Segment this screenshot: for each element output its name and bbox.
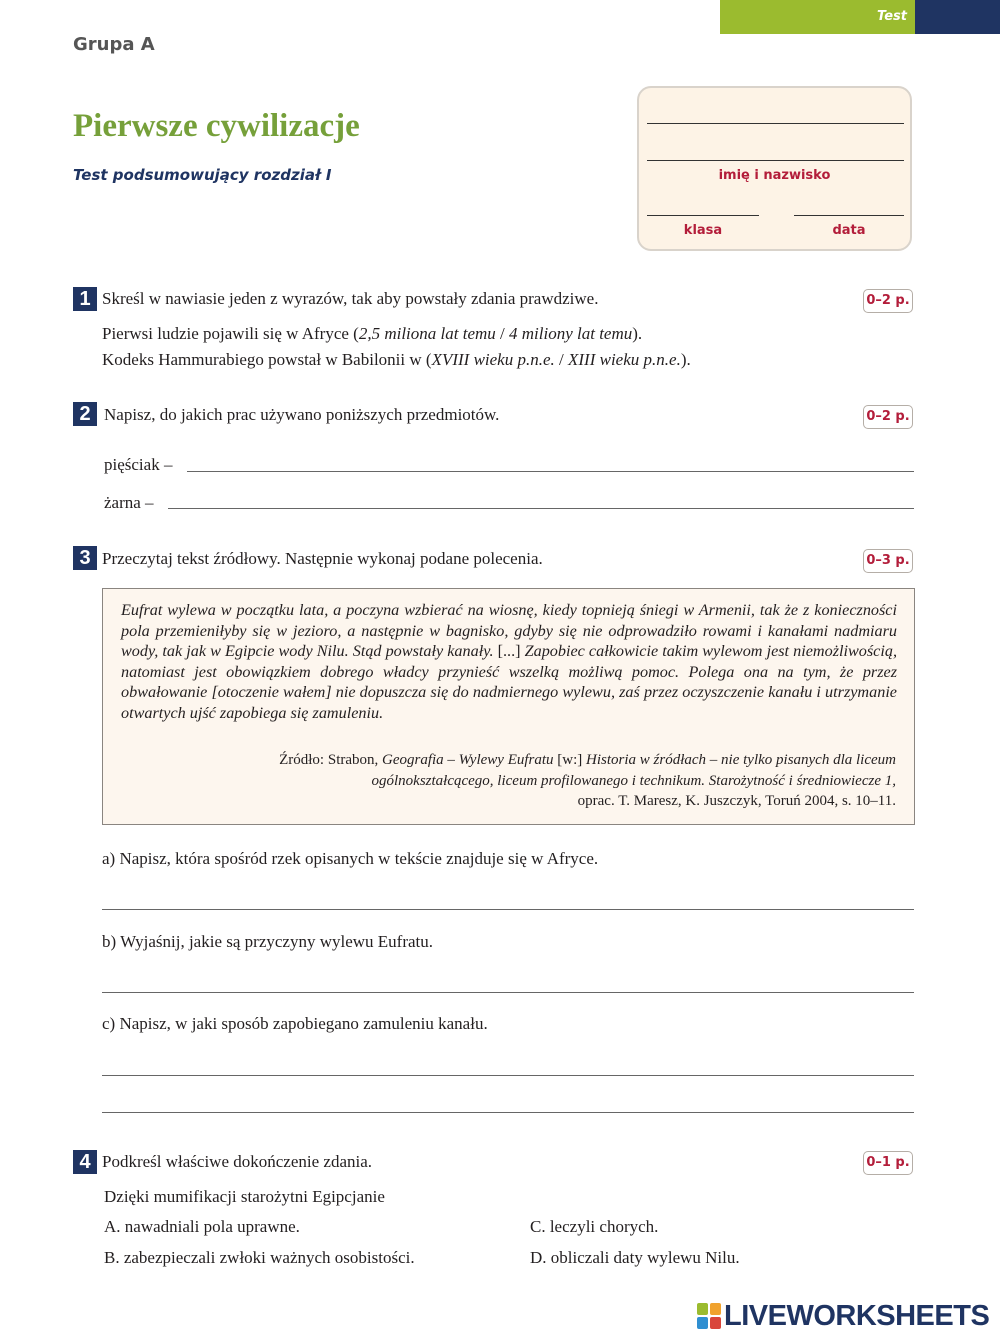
q2-item-2-label: żarna – <box>104 493 154 512</box>
page-title: Pierwsze cywilizacje <box>73 108 360 144</box>
name-field-line-1[interactable] <box>647 123 904 124</box>
source-quote-part-1: Eufrat wylewa w początku lata, a poczyna wzbierać na wiosnę, kiedy topnieją śniegi w Armenii, tak że z konieczności pola przemieniłyby się w jezioro, a następnie w bagnisko, gdyby się nie odprowadziło rowami i kanałami nadmiaru wody, tak jak w Egipcie wody Nilu. Stąd powstały kanały. <box>121 601 897 660</box>
name-box <box>637 86 912 251</box>
question-2-text: Napisz, do jakich prac używano poniższych przedmiotów. <box>104 405 500 424</box>
q4-stem: Dzięki mumifikacji starożytni Egipcjanie <box>104 1187 385 1206</box>
q3-part-b: b) Wyjaśnij, jakie są przyczyny wylewu Eufratu. <box>102 932 434 951</box>
header-tab-accent <box>915 0 1000 34</box>
question-4-number: 4 <box>73 1150 97 1174</box>
question-4-text: Podkreśl właściwe dokończenie zdania. <box>102 1152 373 1171</box>
q3-b-answer-line[interactable] <box>102 992 914 993</box>
q1-s1-option-b[interactable]: 4 miliony lat temu <box>509 324 633 343</box>
question-2-points: 0–2 p. <box>863 405 913 429</box>
class-field-line[interactable] <box>647 215 759 216</box>
question-1-number: 1 <box>73 287 97 311</box>
question-1-text: Skreśl w nawiasie jeden z wyrazów, tak aby powstały zdania prawdziwe. <box>102 289 599 308</box>
q1-s1-separator: / <box>495 324 510 343</box>
q1-s2-option-b[interactable]: XIII wieku p.n.e. <box>568 350 681 369</box>
q1-s1-suffix: ). <box>632 324 643 343</box>
q2-item-2-answer-line[interactable] <box>168 508 914 509</box>
q4-option-b[interactable]: B. zabezpieczali zwłoki ważnych osobistości. <box>104 1248 415 1267</box>
question-1-points: 0–2 p. <box>863 289 913 313</box>
q3-a-answer-line[interactable] <box>102 909 914 910</box>
q3-part-a: a) Napisz, która spośród rzek opisanych w tekście znajduje się w Afryce. <box>102 849 599 868</box>
question-3-number: 3 <box>73 546 97 570</box>
q1-s1-prefix: Pierwsi ludzie pojawili się w Afryce ( <box>102 324 359 343</box>
footer-logo-label: LIVEWORKSHEETS <box>724 1300 990 1332</box>
group-label: Grupa A <box>73 34 155 55</box>
question-3-points: 0–3 p. <box>863 549 913 573</box>
q2-item-1-label: pięściak – <box>104 455 173 474</box>
q2-item-1-answer-line[interactable] <box>187 471 914 472</box>
source-citation <box>196 750 896 812</box>
tab-label: Test <box>877 9 907 24</box>
date-field-line[interactable] <box>794 215 904 216</box>
name-label: imię i nazwisko <box>718 168 831 183</box>
liveworksheets-logo-icon <box>697 1303 721 1329</box>
footer-logo-text <box>724 1300 989 1333</box>
q1-s2-suffix: ). <box>680 350 691 369</box>
source-text-box <box>102 588 915 825</box>
q4-option-a[interactable]: A. nawadniali pola uprawne. <box>104 1217 300 1236</box>
source-quote <box>121 600 897 723</box>
q4-option-d[interactable]: D. obliczali daty wylewu Nilu. <box>530 1248 740 1267</box>
citation-book: Historia w źródłach – nie tylko pisanych dla liceum ogólnokształcącego, liceum profilowanego i technikum. Starożytność i średniowiecze 1, <box>371 752 896 789</box>
q1-sentence-1 <box>102 324 642 344</box>
citation-work: Geografia – Wylewy Eufratu <box>382 752 554 768</box>
class-label: klasa <box>683 223 723 238</box>
q1-sentence-2 <box>102 350 691 370</box>
citation-in: [w:] <box>553 752 587 768</box>
q4-option-c[interactable]: C. leczyli chorych. <box>530 1217 659 1236</box>
question-3-text: Przeczytaj tekst źródłowy. Następnie wykonaj podane polecenia. <box>102 549 543 568</box>
q3-part-c: c) Napisz, w jaki sposób zapobiegano zamuleniu kanału. <box>102 1014 488 1033</box>
question-2-number: 2 <box>73 402 97 426</box>
q1-s2-prefix: Kodeks Hammurabiego powstał w Babilonii w ( <box>102 350 432 369</box>
source-quote-part-2: Zapobiec całkowicie takim wylewom jest niemożliwością, natomiast jest obowiązkiem dobrego władcy przynieść wszelką możliwą pomoc. Polega ona na tym, że przez obwałowanie <box>121 642 897 701</box>
q1-s1-option-a[interactable]: 2,5 miliona lat temu <box>358 324 496 343</box>
q1-s2-option-a[interactable]: XVIII wieku p.n.e. <box>431 350 555 369</box>
citation-editors: oprac. T. Maresz, K. Juszczyk, Toruń 2004, s. 10–11. <box>577 793 896 809</box>
source-bracket-note: [otoczenie wałem] <box>211 683 332 701</box>
name-field-line-2[interactable] <box>647 160 904 161</box>
source-quote-part-3: nie dopuszcza się do nadmiernego wylewu, zaś przez oczyszczenie kanału i utrzymanie otwartych ujść zapobiega się zamuleniu. <box>121 683 897 722</box>
header-tab <box>720 0 915 34</box>
page-subtitle: Test podsumowujący rozdział I <box>73 166 332 184</box>
question-4-points: 0–1 p. <box>863 1151 913 1175</box>
date-label: data <box>832 223 866 238</box>
q1-s2-separator: / <box>554 350 568 369</box>
q3-c-answer-line-1[interactable] <box>102 1075 914 1076</box>
source-ellipsis: [...] <box>497 642 521 660</box>
q3-c-answer-line-2[interactable] <box>102 1112 914 1113</box>
citation-prefix: Źródło: Strabon, <box>279 752 383 768</box>
